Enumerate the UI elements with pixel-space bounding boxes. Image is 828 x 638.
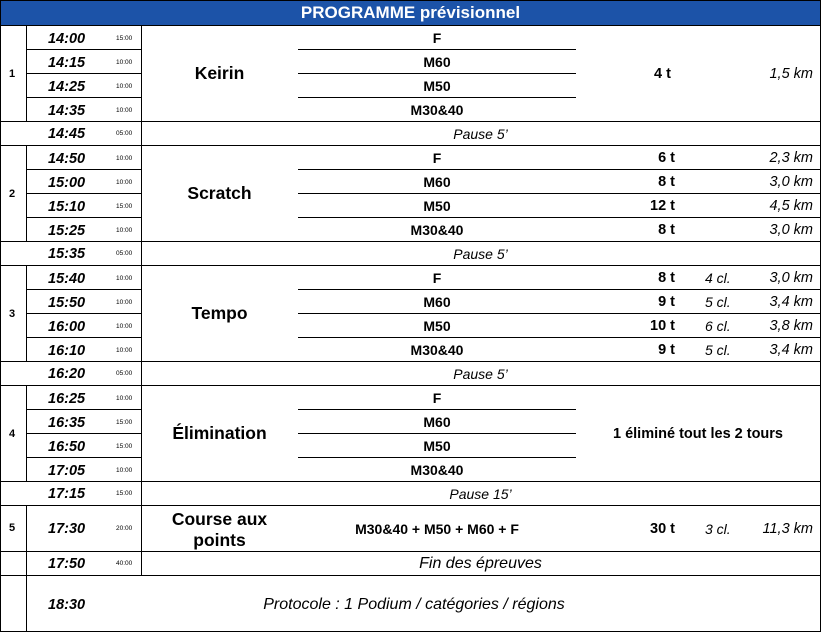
slot-time: 16:10 [48,343,86,359]
slot-duration: 10:00 [116,275,133,282]
distance: 2,3 km [769,150,813,166]
slot-time: 17:05 [48,463,86,479]
pause-duration: 05:00 [116,370,133,377]
pause-label: Pause 5’ [453,126,508,142]
category: M60 [423,414,451,430]
protocol-label: Protocole : 1 Podium / catégories / régions [263,596,565,613]
pause-time: 16:20 [48,366,86,382]
slot-time: 16:35 [48,415,86,431]
distance: 11,3 km [762,521,813,537]
category: F [432,390,442,406]
event-number: 3 [9,308,16,320]
table-title: PROGRAMME prévisionnel [1,1,820,25]
slot-time: 16:50 [48,439,86,455]
pause-duration: 05:00 [116,130,133,137]
tours: 4 t [654,66,671,82]
tours: 10 t [650,318,675,334]
event-name: Course aux [171,509,268,529]
distance: 3,0 km [769,270,813,286]
slot-duration: 15:00 [116,443,133,450]
slot-duration: 10:00 [116,299,133,306]
category: M60 [423,174,451,190]
tours: 8 t [658,174,675,190]
slot-duration: 15:00 [116,35,133,42]
category: M60 [423,54,451,70]
event-number: 2 [9,188,16,200]
slot-duration: 10:00 [116,347,133,354]
distance: 3,8 km [769,318,813,334]
slot-duration: 20:00 [116,525,133,532]
event-number: 4 [9,428,16,440]
end-time: 17:50 [48,556,86,572]
category: M30&40 [410,462,464,478]
slot-time: 15:40 [48,271,86,287]
event-name: Élimination [172,423,267,443]
category: M30&40 [410,342,464,358]
slot-duration: 15:00 [116,419,133,426]
pause-label: Pause 15’ [449,486,512,502]
pause-duration: 05:00 [116,250,133,257]
slot-duration: 10:00 [116,83,133,90]
category: M30&40 [410,102,464,118]
end-label: Fin des épreuves [419,555,542,572]
classes: 5 cl. [705,342,731,358]
slot-duration: 10:00 [116,179,133,186]
category: M50 [423,78,451,94]
distance: 3,0 km [769,222,813,238]
distance: 3,4 km [769,342,813,358]
tours: 9 t [658,294,675,310]
pause-label: Pause 5’ [453,366,508,382]
elimination-rule: 1 éliminé tout les 2 tours [612,426,783,442]
slot-duration: 10:00 [116,107,133,114]
tours: 12 t [650,198,675,214]
category: M50 [423,318,451,334]
tours: 6 t [658,150,675,166]
tours: 9 t [658,342,675,358]
pause-label: Pause 5’ [453,246,508,262]
slot-time: 14:35 [48,103,86,119]
event-name-line2: points [193,530,246,550]
pause-time: 17:15 [48,486,86,502]
distance: 3,0 km [769,174,813,190]
pause-duration: 15:00 [116,490,133,497]
slot-time: 17:30 [48,521,86,537]
distance: 4,5 km [769,198,813,214]
classes: 4 cl. [705,270,731,286]
category: M30&40 + M50 + M60 + F [355,521,519,537]
pause-time: 14:45 [48,126,86,142]
slot-time: 16:25 [48,391,86,407]
slot-duration: 15:00 [116,203,133,210]
tours: 8 t [658,222,675,238]
classes: 5 cl. [705,294,731,310]
slot-time: 16:00 [48,319,86,335]
slot-duration: 10:00 [116,227,133,234]
category: F [432,270,442,286]
event-name: Scratch [187,183,252,203]
end-duration: 40:00 [116,560,133,567]
classes: 6 cl. [705,318,731,334]
slot-time: 14:50 [48,151,86,167]
tours: 8 t [658,270,675,286]
tours: 30 t [650,521,675,537]
slot-time: 14:25 [48,79,86,95]
protocol-time: 18:30 [48,597,86,613]
event-number: 5 [9,522,16,534]
slot-time: 15:00 [48,175,86,191]
event-name: Tempo [191,303,248,323]
category: F [432,150,442,166]
category: M30&40 [410,222,464,238]
slot-time: 15:50 [48,295,86,311]
slot-time: 15:25 [48,223,86,239]
category: M50 [423,438,451,454]
slot-time: 14:15 [48,55,86,71]
category: M50 [423,198,451,214]
slot-time: 15:10 [48,199,86,215]
category: M60 [423,294,451,310]
category: F [432,30,442,46]
slot-time: 14:00 [48,31,86,47]
slot-duration: 10:00 [116,59,133,66]
slot-duration: 10:00 [116,155,133,162]
slot-duration: 10:00 [116,323,133,330]
distance: 1,5 km [769,66,813,82]
pause-time: 15:35 [48,246,86,262]
event-name: Keirin [194,63,245,83]
slot-duration: 10:00 [116,395,133,402]
distance: 3,4 km [769,294,813,310]
slot-duration: 10:00 [116,467,133,474]
classes: 3 cl. [705,521,731,537]
event-number: 1 [9,68,16,80]
